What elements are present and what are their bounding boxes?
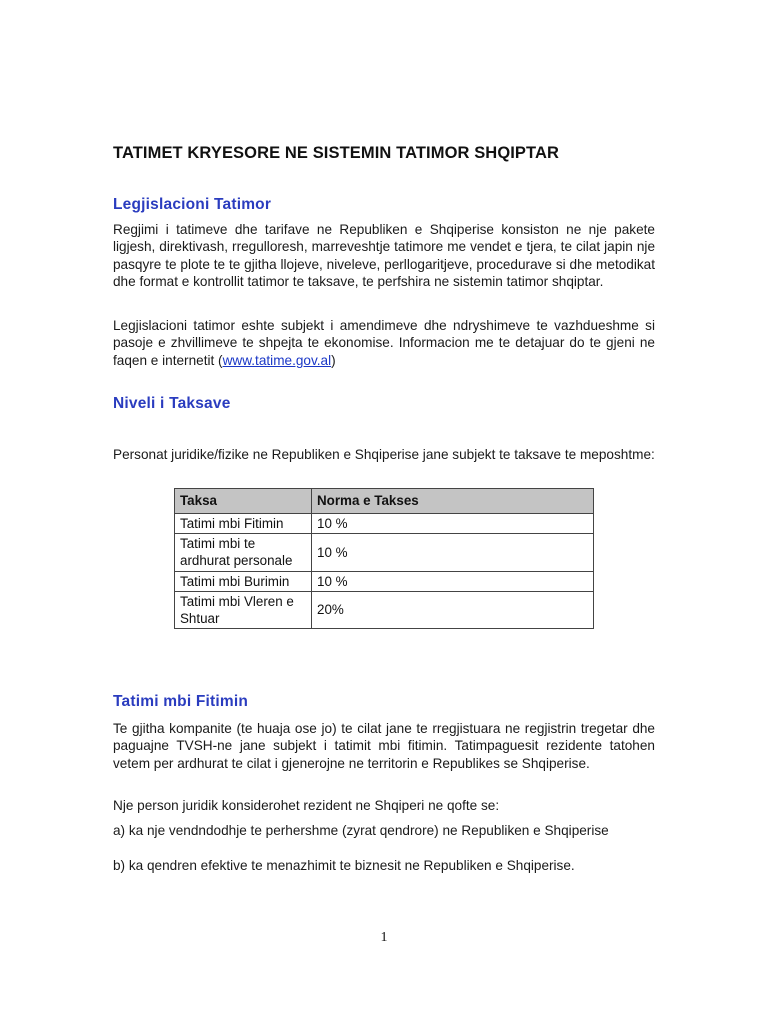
paragraph-legislation-info-text: Legjislacioni tatimor eshte subjekt i amendimeve dhe ndryshimeve te vazhdueshme si pasoje e zhvillimeve te shpejta te ekonomise. Informacion me te detajuar do te gjeni ne faqen e internetit (	[113, 318, 655, 368]
paragraph-legislation-info-end: )	[331, 352, 336, 368]
page-number: 1	[380, 930, 388, 945]
list-item-a: a) ka nje vendndodhje te perhershme (zyrat qendrore) ne Republiken e Shqiperise	[113, 823, 609, 838]
paragraph-resident-definition: Nje person juridik konsiderohet rezident ne Shqiperi ne qofte se:	[113, 798, 500, 813]
heading-niveli: Niveli i Taksave	[113, 395, 231, 412]
list-item-b: b) ka qendren efektive te menazhimit te biznesit ne Republiken e Shqiperise.	[113, 858, 575, 873]
tax-name-cell: Tatimi mbi Burimin	[175, 571, 312, 591]
tax-name-cell: Tatimi mbi te ardhurat personale	[175, 534, 312, 571]
tax-rates-table	[174, 488, 594, 629]
tax-rate-cell: 10 %	[312, 571, 594, 591]
table-row	[175, 514, 594, 534]
tax-rate-cell: 10 %	[312, 514, 594, 534]
paragraph-profit-tax: Te gjitha kompanite (te huaja ose jo) te cilat jane te rregjistuara ne regjistrin tregetar dhe paguajne TVSH-ne jane subjekt i tatimit mbi fitimin. Tatimpaguesit rezidente tatohen vetem per ardhurat te cilat i gjenerojne ne territorin e Republikes se Shqiperise.	[113, 721, 655, 771]
header-taksa: Taksa	[175, 489, 312, 514]
tax-name-cell: Tatimi mbi Fitimin	[175, 514, 312, 534]
tatime-website-link[interactable]: www.tatime.gov.al	[222, 352, 332, 368]
tax-rate-cell: 10 %	[312, 534, 594, 571]
paragraph-legislation-info	[113, 317, 655, 369]
table-header-row	[175, 489, 594, 514]
table-row	[175, 534, 594, 571]
heading-legjislacioni: Legjislacioni Tatimor	[113, 196, 272, 213]
header-norma: Norma e Takses	[312, 489, 594, 514]
document-title: TATIMET KRYESORE NE SISTEMIN TATIMOR SHQIPTAR	[113, 144, 560, 162]
paragraph-legislation-intro: Regjimi i tatimeve dhe tarifave ne Republiken e Shqiperise konsiston ne nje pakete ligjesh, direktivash, rregulloresh, marreveshtje tatimore me vendet e tjera, te cilat japin nje pasqyre te plote te te gjitha llojeve, niveleve, perllogaritjeve, procedurave si dhe metodikat dhe format e kontrollit tatimor te taksave, te perfshira ne sistemin tatimor shqiptar.	[113, 222, 655, 289]
table-row	[175, 571, 594, 591]
paragraph-taxes-intro: Personat juridike/fizike ne Republiken e Shqiperise jane subjekt te taksave te meposhtme:	[113, 447, 655, 462]
heading-tatimi-fitimin: Tatimi mbi Fitimin	[113, 693, 249, 710]
tax-name-cell: Tatimi mbi Vleren e Shtuar	[175, 591, 312, 628]
table-row	[175, 591, 594, 628]
tax-rate-cell: 20%	[312, 591, 594, 628]
